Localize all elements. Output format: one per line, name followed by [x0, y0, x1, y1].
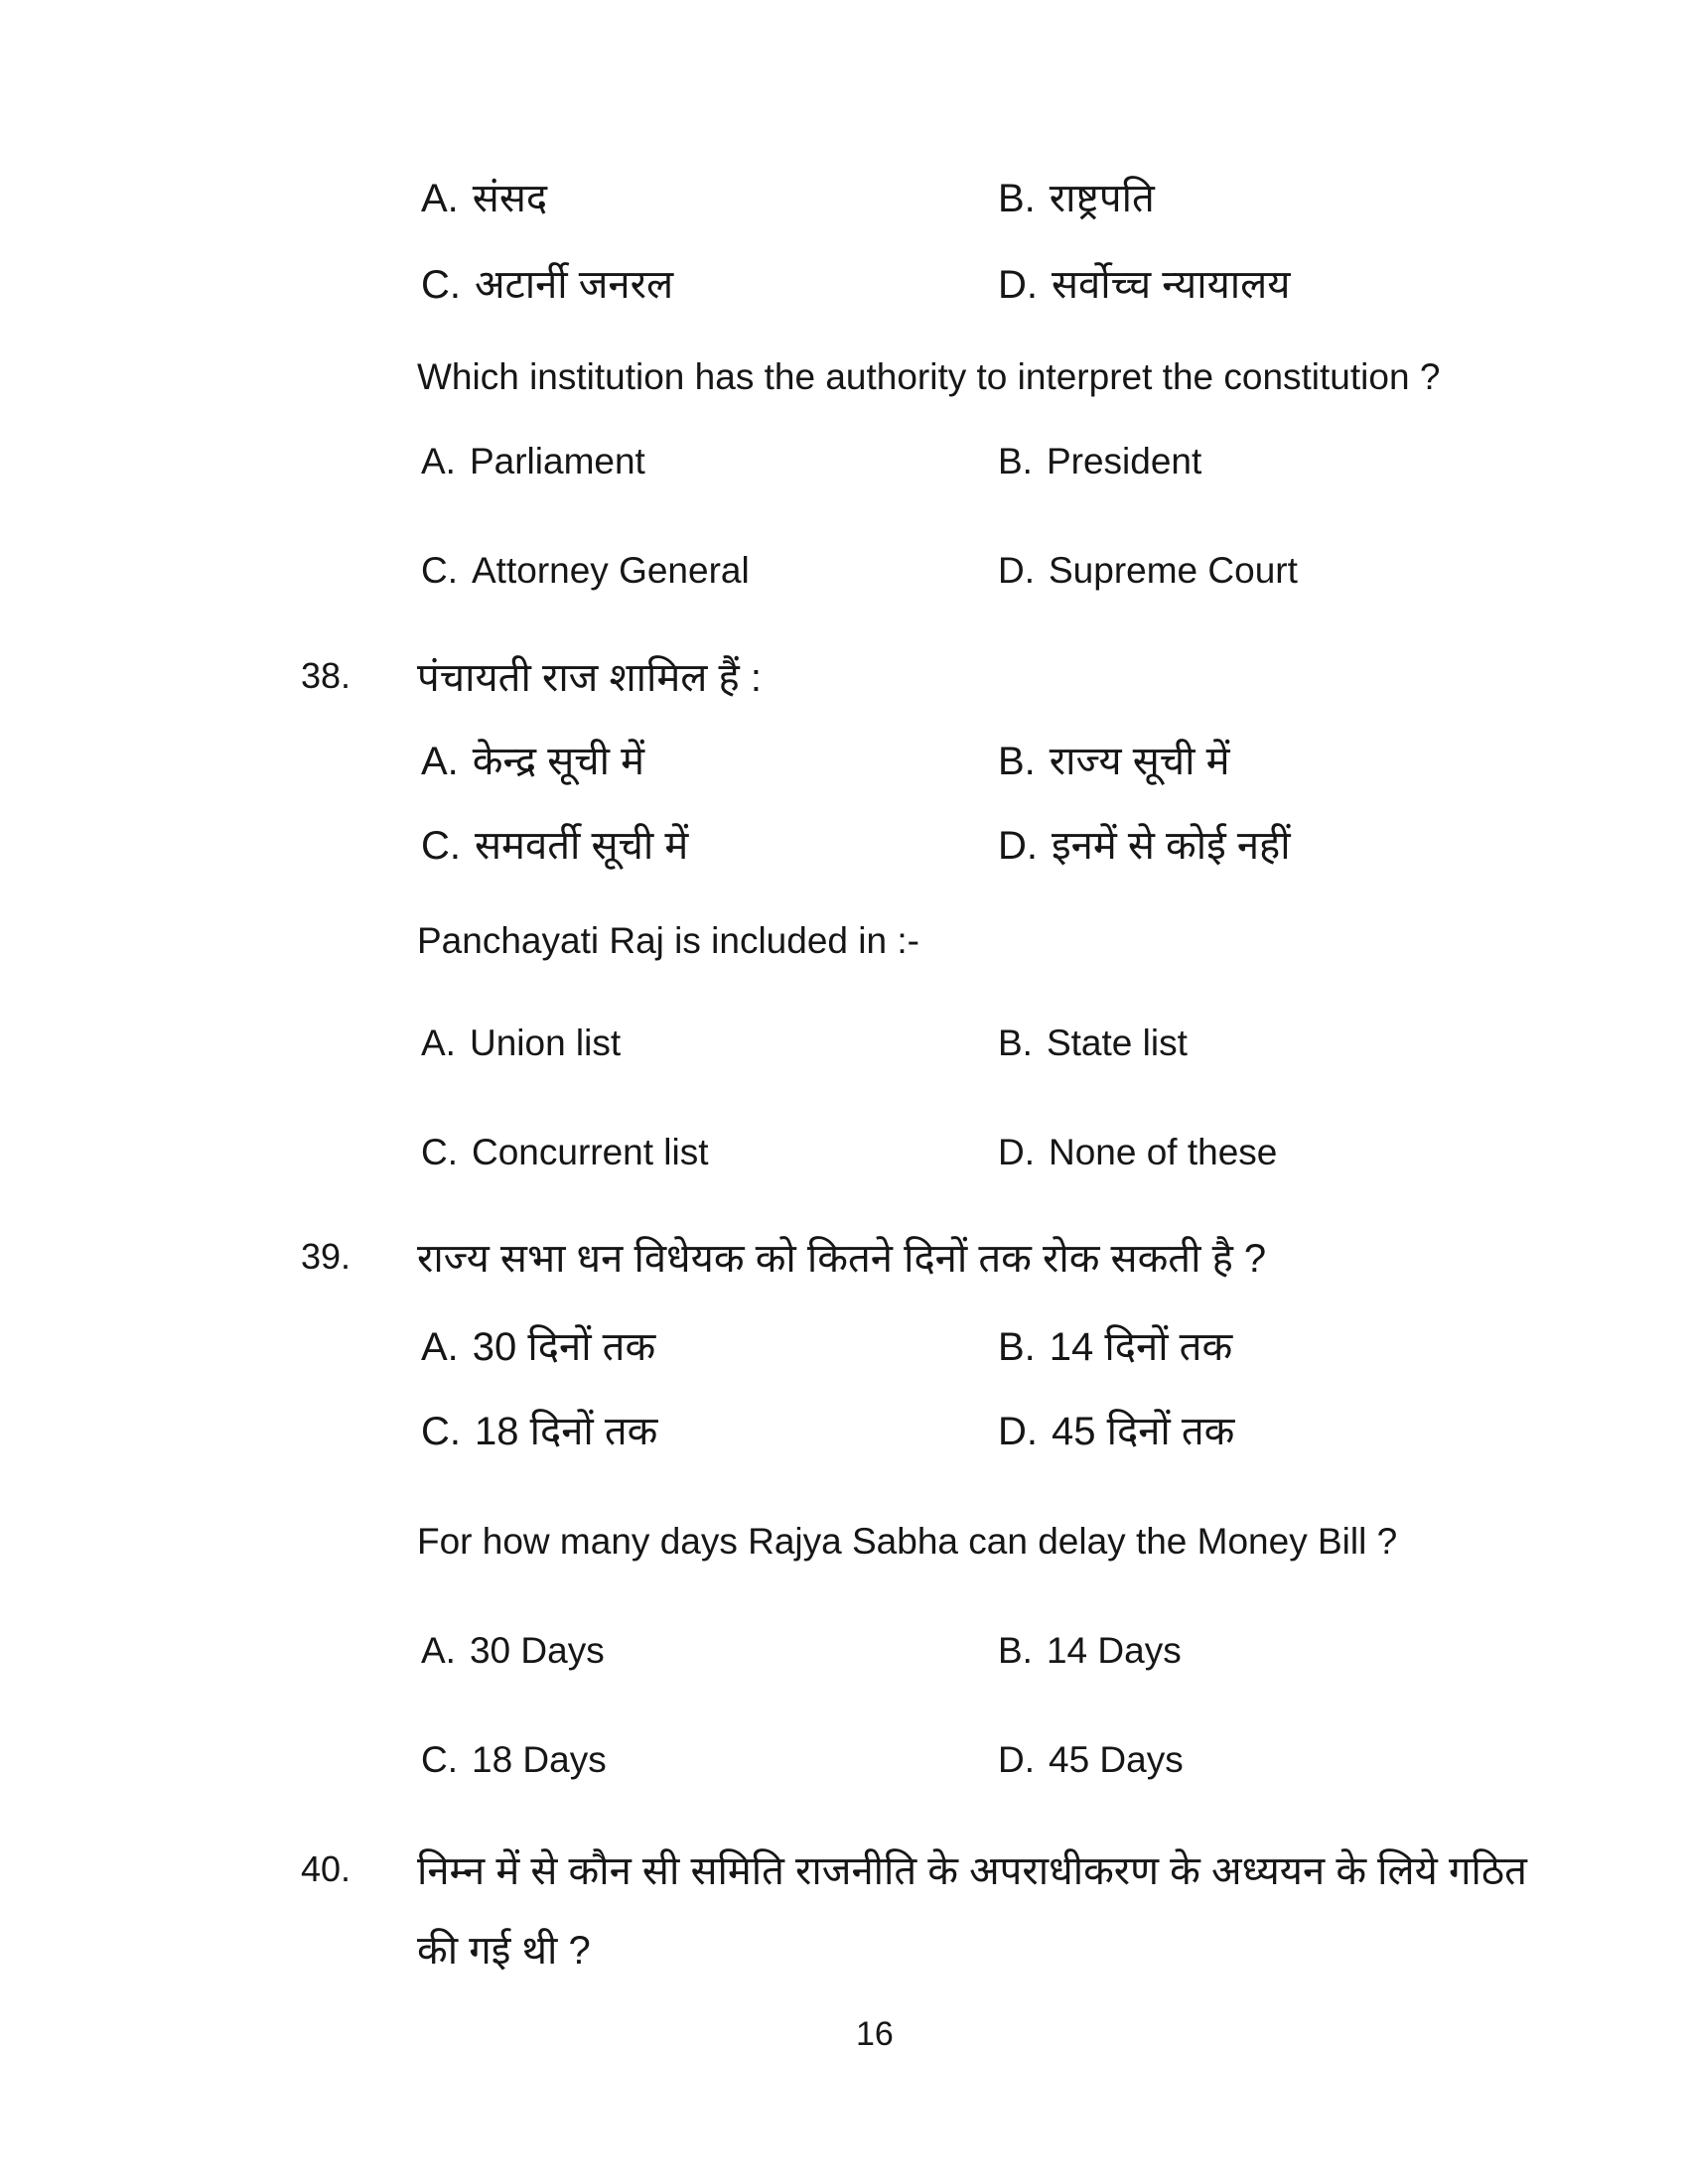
q38-number: 38.: [301, 655, 352, 696]
option-letter-b: B.: [998, 1630, 1033, 1671]
option-letter-d: D.: [998, 1132, 1035, 1172]
option-letter-a: A.: [421, 441, 456, 481]
q39-english-option-c: [421, 1737, 607, 1783]
option-text: अटार्नी जनरल: [475, 263, 674, 307]
q38-hindi-option-b: [998, 737, 1230, 786]
option-letter-b: B.: [998, 740, 1036, 783]
option-text: सर्वोच्च न्यायालय: [1052, 263, 1291, 307]
option-letter-a: A.: [421, 1630, 456, 1671]
option-text: Union list: [469, 1023, 622, 1063]
option-letter-d: D.: [998, 1410, 1038, 1453]
q39-english-option-b: [998, 1628, 1182, 1674]
q37-english-option-a: [421, 439, 645, 484]
page-number: 16: [856, 2015, 894, 2053]
q37-english-option-d: [998, 548, 1298, 594]
option-letter-c: C.: [421, 1132, 458, 1172]
q37-english-option-b: [998, 439, 1201, 484]
option-text: 45 Days: [1049, 1739, 1184, 1780]
option-letter-c: C.: [421, 1739, 458, 1780]
q37-english-question: Which institution has the authority to interpret the constitution ?: [417, 356, 1441, 397]
q39-hindi-option-d: [998, 1407, 1234, 1456]
q40-hindi-question-line2: की गई थी ?: [417, 1929, 591, 1973]
option-text: President: [1046, 441, 1202, 481]
q38-english-option-b: [998, 1021, 1188, 1066]
q37-english-option-c: [421, 548, 750, 594]
option-text: 18 दिनों तक: [475, 1410, 658, 1453]
option-text: Concurrent list: [472, 1132, 709, 1172]
q39-hindi-option-c: [421, 1407, 657, 1456]
option-text: Parliament: [469, 441, 645, 481]
q39-english-option-a: [421, 1628, 605, 1674]
q40-number: 40.: [301, 1848, 352, 1889]
q39-hindi-option-b: [998, 1322, 1232, 1372]
option-text: 14 Days: [1046, 1630, 1182, 1671]
option-text: 30 दिनों तक: [472, 1325, 656, 1369]
option-text: 18 Days: [472, 1739, 607, 1780]
option-letter-c: C.: [421, 263, 461, 307]
option-text: None of these: [1049, 1132, 1278, 1172]
option-letter-b: B.: [998, 1325, 1036, 1369]
option-letter-a: A.: [421, 177, 459, 220]
q39-hindi-option-a: [421, 1322, 655, 1372]
option-text: समवर्ती सूची में: [475, 824, 689, 868]
option-letter-b: B.: [998, 1023, 1033, 1063]
q37-hindi-option-d: [998, 260, 1290, 310]
q38-english-option-c: [421, 1130, 709, 1175]
q39-english-question: For how many days Rajya Sabha can delay the Money Bill ?: [417, 1521, 1398, 1562]
option-text: Attorney General: [472, 550, 750, 591]
q38-english-option-a: [421, 1021, 621, 1066]
option-text: 14 दिनों तक: [1049, 1325, 1233, 1369]
option-letter-c: C.: [421, 550, 458, 591]
q37-hindi-option-c: [421, 260, 673, 310]
q38-hindi-option-c: [421, 821, 688, 871]
option-text: 30 Days: [469, 1630, 605, 1671]
option-text: 45 दिनों तक: [1052, 1410, 1235, 1453]
option-letter-b: B.: [998, 177, 1036, 220]
option-letter-c: C.: [421, 1410, 461, 1453]
q39-english-option-d: [998, 1737, 1184, 1783]
q37-hindi-option-a: [421, 174, 547, 223]
q37-hindi-option-b: [998, 174, 1155, 223]
option-letter-d: D.: [998, 824, 1038, 868]
q39-number: 39.: [301, 1236, 352, 1277]
option-letter-a: A.: [421, 740, 459, 783]
q38-hindi-option-d: [998, 821, 1291, 871]
option-text: केन्द्र सूची में: [472, 740, 645, 783]
option-text: इनमें से कोई नहीं: [1052, 824, 1291, 868]
option-text: राज्य सूची में: [1049, 740, 1230, 783]
q39-hindi-question: राज्य सभा धन विधेयक को कितने दिनों तक रोक सकती है ?: [417, 1237, 1267, 1281]
option-letter-a: A.: [421, 1325, 459, 1369]
q38-hindi-question: पंचायती राज शामिल हैं :: [417, 656, 763, 700]
q38-hindi-option-a: [421, 737, 644, 786]
option-letter-b: B.: [998, 441, 1033, 481]
option-letter-c: C.: [421, 824, 461, 868]
q38-english-option-d: [998, 1130, 1277, 1175]
q38-english-question: Panchayati Raj is included in :-: [417, 920, 919, 961]
option-text: संसद: [472, 177, 548, 220]
option-letter-a: A.: [421, 1023, 456, 1063]
option-letter-d: D.: [998, 1739, 1035, 1780]
q40-hindi-question-line1: निम्न में से कौन सी समिति राजनीति के अपराधीकरण के अध्ययन के लिये गठित: [417, 1849, 1527, 1893]
option-text: Supreme Court: [1049, 550, 1298, 591]
option-text: State list: [1046, 1023, 1188, 1063]
option-letter-d: D.: [998, 550, 1035, 591]
option-text: राष्ट्रपति: [1049, 177, 1155, 220]
option-letter-d: D.: [998, 263, 1038, 307]
